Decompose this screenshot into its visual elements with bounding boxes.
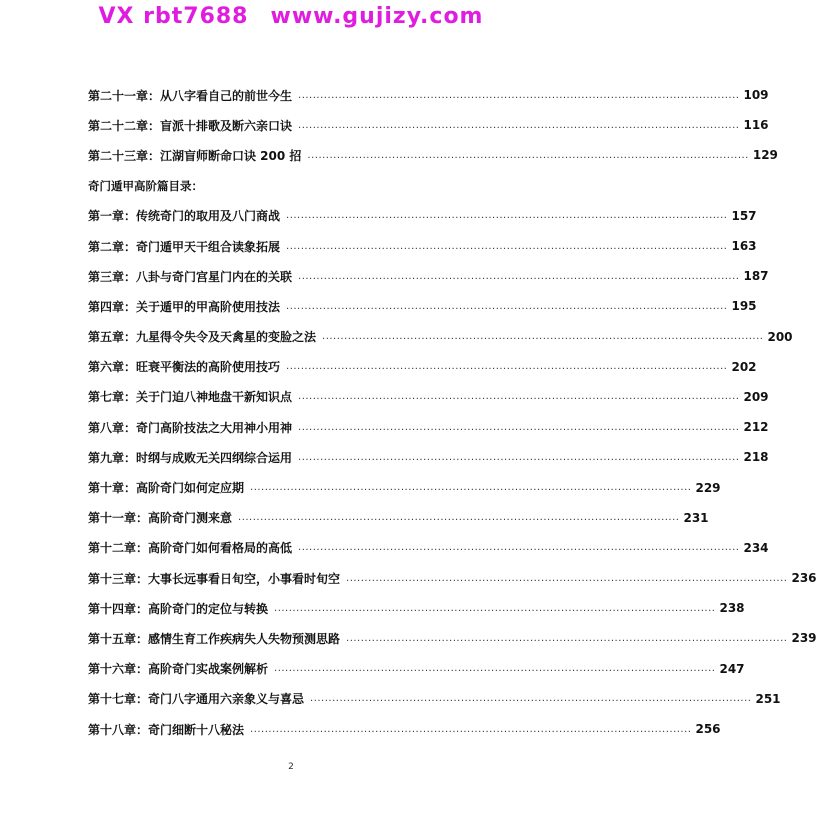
toc-entry [88,352,757,382]
toc-entry [88,714,721,744]
toc-entry-page: 187 [743,269,769,284]
toc-entry [88,322,793,352]
toc-entry-page: 200 [767,329,793,344]
toc-entry [88,593,745,623]
page-number: 2 [288,762,294,772]
toc-section-heading [88,171,488,201]
table-of-contents [88,80,817,744]
toc-entry-page: 157 [731,208,757,223]
toc-entry-title: 第十三章：大事长远事看日旬空，小事看时旬空 [88,571,341,586]
toc-entry [88,472,721,502]
toc-entry-title: 第十章：高阶奇门如何定应期 [88,481,245,496]
toc-entry-title: 第一章：传统奇门的取用及八门商战 [88,209,281,224]
toc-entry [88,110,769,140]
toc-entry-page: 231 [683,510,709,525]
toc-entry-page: 247 [719,661,745,676]
toc-leader-dots: ........................................................................................................................ [298,421,740,433]
toc-entry [88,412,769,442]
toc-leader-dots: ........................................................................................................................ [286,240,728,252]
toc-entry [88,261,769,291]
toc-leader-dots: ........................................................................................................................ [274,602,716,614]
toc-entry-page: 229 [695,480,721,495]
toc-entry-page: 116 [743,118,769,133]
toc-entry [88,654,745,684]
toc-leader-dots: ........................................................................................................................ [298,119,740,131]
toc-entry [88,533,769,563]
toc-leader-dots: ........................................................................................................................ [274,663,716,675]
toc-entry [88,140,778,170]
toc-leader-dots: ........................................................................................................................ [286,361,728,373]
toc-leader-dots: ........................................................................................................................ [298,451,740,463]
toc-entry-title: 第十六章：高阶奇门实战案例解析 [88,662,269,677]
toc-entry [88,80,769,110]
toc-entry [88,563,817,593]
toc-entry-page: 234 [743,540,769,555]
toc-entry-title: 第九章：时纲与成败无关四纲综合运用 [88,450,293,465]
toc-leader-dots: ........................................................................................................................ [307,149,749,161]
toc-entry-page: 212 [743,420,769,435]
toc-leader-dots: ........................................................................................................................ [346,632,788,644]
toc-entry-page: 209 [743,389,769,404]
toc-entry-page: 218 [743,450,769,465]
toc-entry-page: 238 [719,601,745,616]
toc-entry-title: 第四章：关于遁甲的甲高阶使用技法 [88,299,281,314]
toc-entry-page: 195 [731,299,757,314]
toc-leader-dots: ........................................................................................................................ [310,693,752,705]
toc-entry-title: 第六章：旺衰平衡法的高阶使用技巧 [88,360,281,375]
toc-leader-dots: ........................................................................................................................ [298,391,740,403]
toc-entry-title: 第十五章：感情生育工作疾病失人失物预测思路 [88,631,341,646]
toc-entry-page: 129 [752,148,778,163]
toc-entry-title: 第二十三章：江湖盲师断命口诀 200 招 [88,148,302,163]
toc-leader-dots: ........................................................................................................................ [298,542,740,554]
toc-entry [88,442,769,472]
toc-entry-title: 第二十一章：从八字看自己的前世今生 [88,88,293,103]
website-url: www.gujizy.com [270,4,484,29]
toc-entry-page: 202 [731,359,757,374]
toc-entry-title: 第十一章：高阶奇门测来意 [88,511,233,526]
toc-entry-page: 239 [791,631,817,646]
toc-entry [88,623,817,653]
toc-entry-page: 163 [731,239,757,254]
toc-entry [88,201,757,231]
toc-entry-title: 第七章：关于门迫八神地盘干新知识点 [88,390,293,405]
toc-leader-dots: ........................................................................................................................ [298,270,740,282]
toc-entry-title: 第十四章：高阶奇门的定位与转换 [88,601,269,616]
toc-leader-dots: ........................................................................................................................ [238,512,680,524]
toc-entry-title: 奇门遁甲高阶篇目录： [88,178,203,193]
toc-leader-dots: ........................................................................................................................ [322,331,764,343]
toc-entry [88,684,781,714]
toc-leader-dots: ........................................................................................................................ [286,210,728,222]
toc-entry-title: 第八章：奇门高阶技法之大用神小用神 [88,420,293,435]
toc-entry [88,291,757,321]
toc-leader-dots: ........................................................................................................................ [250,723,692,735]
toc-entry [88,382,769,412]
toc-entry-title: 第三章：八卦与奇门宫星门内在的关联 [88,269,293,284]
toc-entry-title: 第二章：奇门遁甲天干组合读象拓展 [88,239,281,254]
toc-entry [88,503,709,533]
toc-entry-page: 251 [755,691,781,706]
toc-leader-dots: ........................................................................................................................ [346,572,788,584]
toc-entry-title: 第十二章：高阶奇门如何看格局的高低 [88,541,293,556]
toc-leader-dots: ........................................................................................................................ [298,89,740,101]
toc-entry-title: 第二十二章：盲派十排歌及断六亲口诀 [88,118,293,133]
wechat-id: VX rbt7688 [98,4,249,29]
toc-entry-page: 256 [695,722,721,737]
toc-entry-page: 236 [791,571,817,586]
toc-leader-dots: ........................................................................................................................ [286,300,728,312]
watermark-header [0,4,582,29]
toc-entry-title: 第十八章：奇门细断十八秘法 [88,722,245,737]
toc-entry-page: 109 [743,88,769,103]
toc-leader-dots: ........................................................................................................................ [250,482,692,494]
toc-entry-title: 第五章：九星得令失令及天禽星的变脸之法 [88,330,317,345]
toc-entry [88,231,757,261]
toc-entry-title: 第十七章：奇门八字通用六亲象义与喜忌 [88,692,305,707]
